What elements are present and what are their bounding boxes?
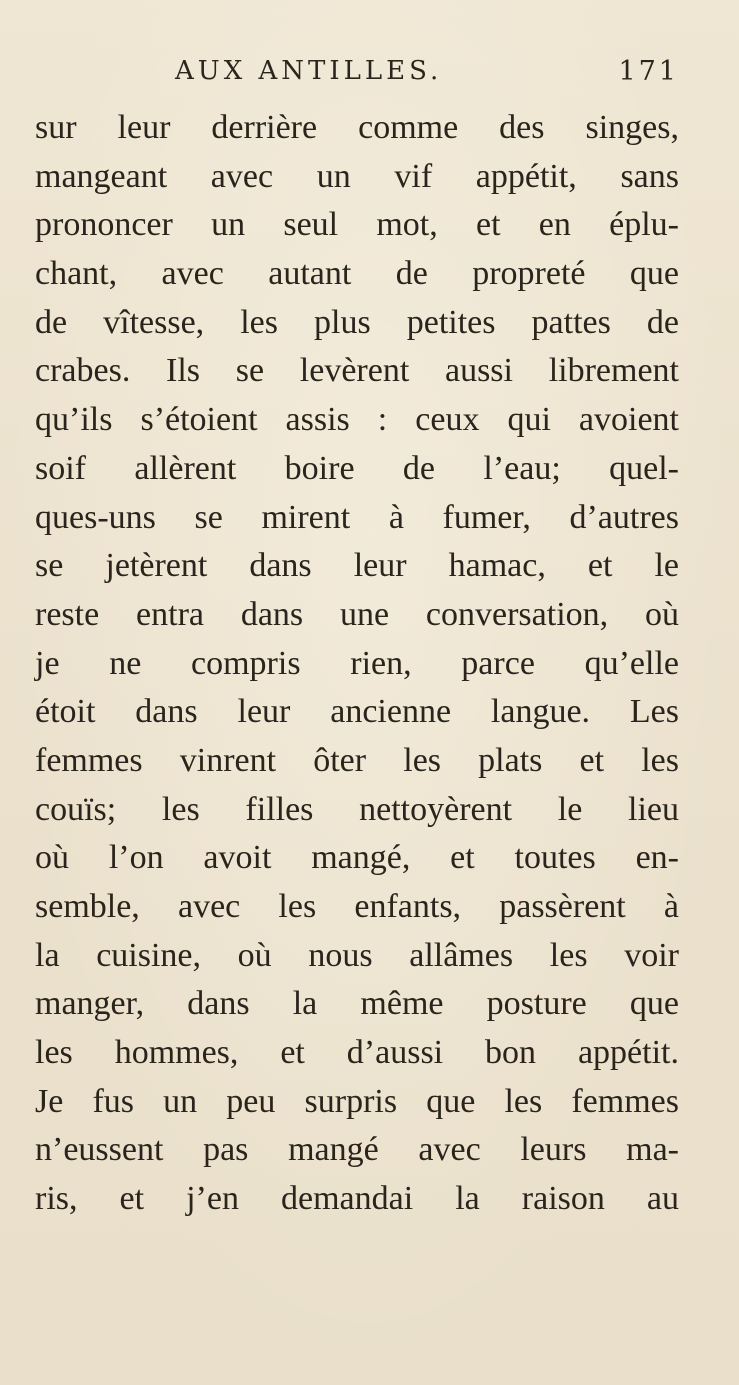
text-line: manger, dans la même posture que	[35, 985, 679, 1023]
body-text	[35, 104, 679, 1224]
text-line: mangeant avec un vif appétit, sans	[35, 157, 679, 195]
text-line: qu’ils s’étoient assis : ceux qui avoient	[35, 401, 679, 439]
running-title: AUX ANTILLES.	[175, 56, 443, 86]
text-line: chant, avec autant de propreté que	[35, 255, 679, 293]
text-line: reste entra dans une conversation, où	[35, 595, 679, 633]
text-line: les hommes, et d’aussi bon appétit.	[35, 1034, 679, 1072]
text-line: Je fus un peu surpris que les femmes	[35, 1082, 679, 1120]
text-line: de vîtesse, les plus petites pattes de	[35, 303, 679, 341]
text-line: se jetèrent dans leur hamac, et le	[35, 547, 679, 585]
text-line: semble, avec les enfants, passèrent à	[35, 888, 679, 925]
text-line: soif allèrent boire de l’eau; quel-	[35, 449, 679, 487]
text-line: ris, et j’en demandai la raison au	[35, 1180, 679, 1218]
page-header	[35, 56, 679, 96]
text-line: couïs; les filles nettoyèrent le lieu	[35, 790, 679, 828]
text-line: n’eussent pas mangé avec leurs ma-	[35, 1131, 679, 1169]
text-line: femmes vinrent ôter les plats et les	[35, 741, 679, 779]
text-line: étoit dans leur ancienne langue. Les	[35, 693, 679, 731]
text-line: je ne compris rien, parce qu’elle	[35, 644, 679, 682]
text-line: ques-uns se mirent à fumer, d’autres	[35, 498, 679, 536]
text-line: crabes. Ils se levèrent aussi librement	[35, 352, 679, 390]
page-number: 171	[618, 56, 679, 87]
text-line: où l’on avoit mangé, et toutes en-	[35, 839, 679, 877]
text-line: sur leur derrière comme des singes,	[35, 109, 679, 146]
text-line: prononcer un seul mot, et en éplu-	[35, 206, 679, 244]
text-line: la cuisine, où nous allâmes les voir	[35, 936, 679, 974]
